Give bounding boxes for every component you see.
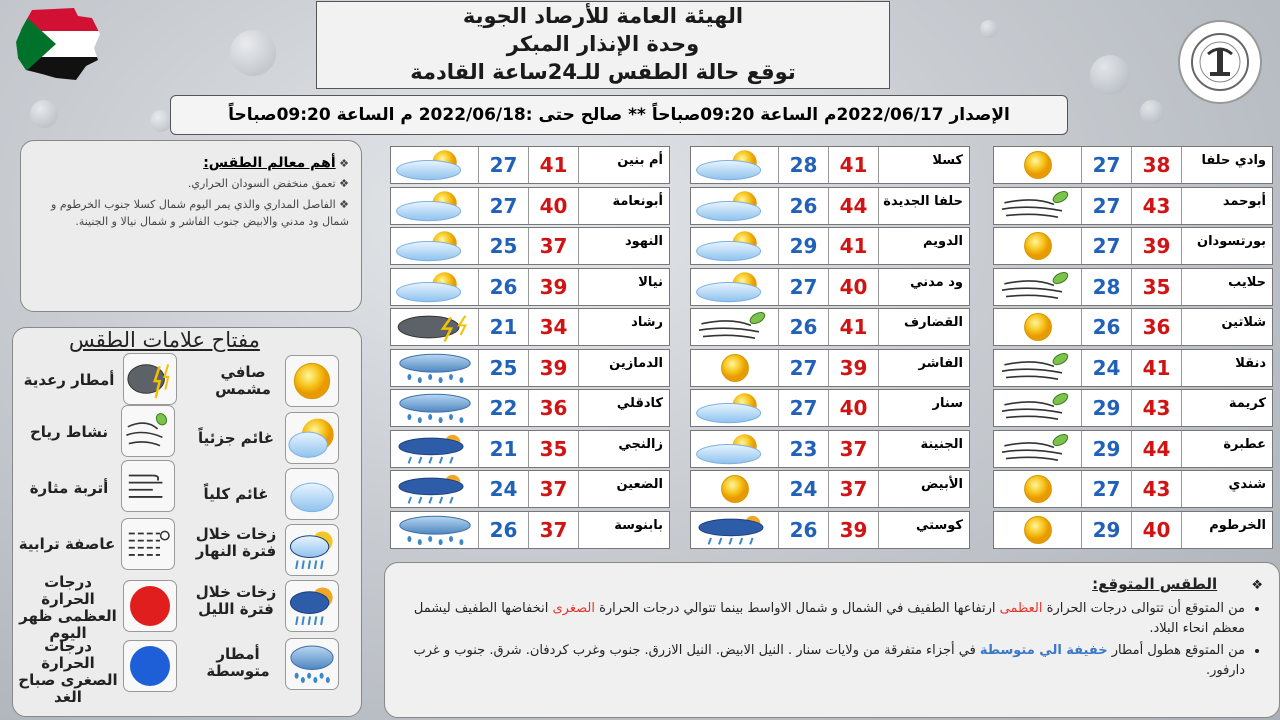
legend-label-nightshowers: زخات خلال فترة الليل (195, 583, 277, 618)
sunny-icon (994, 471, 1082, 507)
min-temp-value: 27 (779, 350, 829, 386)
wind-icon (121, 405, 175, 457)
legend-label-thunder: أمطار رعدية (23, 371, 115, 389)
min-temp-value: 22 (479, 390, 529, 426)
station-row (690, 470, 970, 508)
station-row (993, 430, 1273, 468)
station-row (390, 268, 670, 306)
station-name: دنقلا (1235, 355, 1266, 371)
max-temp-value: 41 (1132, 350, 1182, 386)
wind-icon (691, 309, 779, 345)
wind-icon (994, 188, 1082, 224)
forecast-item (401, 599, 1245, 639)
forecast-highlight-max: العظمى (999, 601, 1043, 616)
station-name: حلفا الجديدة (883, 193, 963, 209)
station-row (390, 430, 670, 468)
partly-icon (691, 431, 779, 467)
min-temp-value: 24 (779, 471, 829, 507)
partly-cloudy-icon (285, 412, 339, 464)
station-row (690, 227, 970, 265)
legend-label-rain: أمطار متوسطة (206, 645, 270, 680)
min-temp-value: 21 (479, 309, 529, 345)
station-name: سنار (932, 396, 963, 411)
max-temp-value: 36 (1132, 309, 1182, 345)
station-name: كريمة (1228, 396, 1266, 411)
rain-icon (391, 512, 479, 548)
features-title: أهم معالم الطقس: (203, 155, 336, 171)
station-name: بورتسودان (1197, 234, 1266, 249)
partly-icon (391, 188, 479, 224)
rain-icon (391, 350, 479, 386)
min-temp-value: 26 (779, 512, 829, 548)
max-temp-value: 38 (1132, 147, 1182, 183)
max-temp-value: 37 (829, 431, 879, 467)
station-row (390, 187, 670, 225)
wind-icon (994, 350, 1082, 386)
station-name: شلاتين (1221, 315, 1266, 330)
wind-icon (994, 431, 1082, 467)
station-name: الضعين (616, 477, 663, 492)
max-temp-value: 35 (1132, 269, 1182, 305)
legend-label-storm: عاصفة ترابية (18, 535, 116, 553)
feature-item: الفاصل المداري والذي يمر اليوم شمال كسلا جنوب الخرطوم و شمال ود مدني والابيض جنوب الفاشر و شمال نيالا و الجنينة. (51, 198, 349, 228)
station-row (690, 268, 970, 306)
min-temp-value: 21 (479, 431, 529, 467)
min-temp-value: 26 (779, 309, 829, 345)
station-name: الدمازين (609, 355, 663, 371)
min-temp-value: 26 (1082, 309, 1132, 345)
max-temp-value: 37 (529, 228, 579, 264)
max-temp-value: 37 (529, 471, 579, 507)
forecast-highlight-min: الصغرى (552, 601, 595, 616)
nightshowers-icon (691, 512, 779, 548)
station-name: الخرطوم (1209, 517, 1266, 533)
station-row (390, 389, 670, 427)
max-temp-value: 35 (529, 431, 579, 467)
max-temp-value: 34 (529, 309, 579, 345)
min-temp-value: 27 (1082, 188, 1132, 224)
forecast-title: الطقس المتوقع: (1092, 575, 1218, 593)
meteorological-authority-logo (1178, 20, 1262, 104)
station-name: وادي حلفا (1201, 153, 1266, 168)
max-temp-value: 36 (529, 390, 579, 426)
station-row (690, 308, 970, 346)
max-temp-value: 43 (1132, 188, 1182, 224)
partly-icon (691, 188, 779, 224)
station-name: أم بنين (617, 153, 663, 168)
header-line-1: الهيئة العامة للأرصاد الجوية (462, 4, 744, 28)
min-temp-icon (123, 640, 177, 692)
dust-storm-icon (121, 518, 175, 570)
max-temp-value: 37 (529, 512, 579, 548)
day-showers-icon (285, 524, 339, 576)
partly-icon (691, 147, 779, 183)
min-temp-value: 28 (779, 147, 829, 183)
cloudy-icon (285, 468, 339, 520)
legend-label-cloudy: غائم كلياً (203, 485, 269, 503)
station-row (690, 146, 970, 184)
min-temp-value: 29 (1082, 390, 1132, 426)
station-row (993, 187, 1273, 225)
station-name: الدويم (922, 234, 963, 249)
station-name: أبوحمد (1222, 193, 1266, 209)
feature-item: تعمق منخفض السودان الحراري. (187, 177, 336, 190)
forecast-text: في أجزاء متفرقة من ولايات سنار . النيل الابيض. النيل الازرق. جنوب وغرب كردفان. شرق. جنوب و غرب دارفور. (413, 643, 1245, 678)
station-row (993, 349, 1273, 387)
legend-label-wind: نشاط رياح (29, 423, 109, 441)
forecast-text: من المتوقع هطول أمطار (1111, 643, 1245, 658)
forecast-text: ارتفاعها الطفيف في الشمال و شمال الاواسط بينما تتوالي درجات الحرارة (599, 601, 996, 616)
max-temp-value: 44 (829, 188, 879, 224)
station-row (390, 227, 670, 265)
min-temp-value: 24 (1082, 350, 1132, 386)
station-row (690, 187, 970, 225)
station-name: الجنينة (920, 436, 963, 452)
min-temp-value: 27 (479, 147, 529, 183)
header-line-3: توقع حالة الطقس للـ24ساعة القادمة (410, 60, 796, 84)
thunder-icon (123, 353, 177, 405)
min-temp-value: 27 (779, 390, 829, 426)
min-temp-value: 25 (479, 350, 529, 386)
water-drop-decoration (980, 20, 998, 38)
legend-label-mintemp: درجات الحرارة الصغرى صباح الغد (18, 637, 118, 706)
station-row (993, 146, 1273, 184)
station-name: بابنوسة (614, 517, 663, 533)
station-row (993, 470, 1273, 508)
station-name: حلايب (1228, 274, 1266, 290)
legend-title: مفتاح علامات الطقس (69, 328, 260, 352)
partly-icon (391, 269, 479, 305)
header-title-box (316, 1, 890, 89)
max-temp-value: 39 (829, 350, 879, 386)
station-row (993, 389, 1273, 427)
min-temp-value: 23 (779, 431, 829, 467)
station-name: كادقلي (616, 396, 663, 411)
station-row (690, 511, 970, 549)
min-temp-value: 27 (779, 269, 829, 305)
station-name: ود مدني (910, 274, 963, 290)
min-temp-value: 27 (479, 188, 529, 224)
legend-label-partly: غائم جزئياً (197, 429, 275, 447)
nightshowers-icon (391, 431, 479, 467)
min-temp-value: 25 (479, 228, 529, 264)
station-name: نيالا (638, 274, 663, 290)
max-temp-value: 41 (829, 309, 879, 345)
max-temp-icon (123, 580, 177, 632)
partly-icon (691, 228, 779, 264)
sunny-icon (994, 512, 1082, 548)
max-temp-value: 39 (1132, 228, 1182, 264)
station-row (993, 308, 1273, 346)
station-row (390, 470, 670, 508)
max-temp-value: 41 (829, 228, 879, 264)
dust-icon (121, 460, 175, 512)
sunny-icon (285, 355, 339, 407)
sunny-icon (691, 350, 779, 386)
station-row (993, 511, 1273, 549)
partly-icon (691, 269, 779, 305)
max-temp-value: 41 (829, 147, 879, 183)
station-row (690, 430, 970, 468)
expected-weather-box: ❖ الطقس المتوقع: • من المتوقع أن تتوالى درجات الحرارة العظمى ارتفاعها الطفيف في الشمال و شمال الاواسط بينما تتوالي درجات الحرارة الصغرى انخفاضها الطفيف ليشمل معظم انحاء البلاد. • من المتوقع هطول أمطار خفيفة الي متوسطة في أجزاء متفرقة من ولايات سنار . النيل الابيض. النيل الازرق. جنوب وغرب كردفان. شرق. جنوب و غرب دارفور. (384, 562, 1280, 718)
max-temp-value: 39 (529, 269, 579, 305)
water-drop-decoration (30, 100, 58, 128)
sunny-icon (994, 228, 1082, 264)
max-temp-value: 40 (829, 390, 879, 426)
water-drop-decoration (1090, 55, 1130, 95)
min-temp-value: 29 (1082, 431, 1132, 467)
max-temp-value: 39 (529, 350, 579, 386)
min-temp-value: 26 (779, 188, 829, 224)
sunny-icon (994, 147, 1082, 183)
min-temp-value: 26 (479, 512, 529, 548)
water-drop-decoration (230, 30, 276, 76)
station-row (390, 146, 670, 184)
min-temp-value: 28 (1082, 269, 1132, 305)
station-name: أبونعامة (612, 193, 663, 209)
station-name: زالنجي (618, 436, 663, 452)
station-name: الأبيض (920, 477, 963, 492)
min-temp-value: 27 (1082, 471, 1132, 507)
station-name: النهود (624, 234, 663, 249)
sudan-flag-icon (12, 4, 102, 84)
max-temp-value: 39 (829, 512, 879, 548)
station-name: الفاشر (918, 355, 963, 371)
max-temp-value: 40 (829, 269, 879, 305)
partly-icon (391, 147, 479, 183)
weather-features-box: ❖ أهم معالم الطقس: ❖ تعمق منخفض السودان الحراري. ❖ الفاصل المداري والذي يمر اليوم شمال كسلا جنوب الخرطوم و شمال ود مدني والابيض جنوب الفاشر و شمال نيالا و الجنينة. (20, 140, 362, 312)
forecast-highlight-rain: خفيفة الي متوسطة (979, 643, 1108, 658)
header-line-2: وحدة الإنذار المبكر (506, 32, 700, 56)
legend-label-maxtemp: درجات الحرارة العظمى ظهر اليوم (19, 573, 117, 642)
station-name: شندي (1228, 477, 1266, 492)
max-temp-value: 43 (1132, 390, 1182, 426)
min-temp-value: 29 (1082, 512, 1132, 548)
station-row (390, 511, 670, 549)
min-temp-value: 29 (779, 228, 829, 264)
station-name: عطبرة (1223, 436, 1266, 452)
station-row (390, 308, 670, 346)
forecast-text: انخفاضها الطفيف ليشمل معظم انحاء البلاد. (413, 601, 1245, 636)
station-row (993, 227, 1273, 265)
wind-icon (994, 390, 1082, 426)
sunny-icon (691, 471, 779, 507)
station-name: كوستي (916, 517, 963, 533)
legend-label-dayshowers: زخات خلال فترة النهار (195, 525, 277, 560)
max-temp-value: 37 (829, 471, 879, 507)
legend-label-dust: أتربة مثارة (29, 479, 109, 497)
forecast-item (401, 641, 1245, 681)
water-drop-decoration (150, 110, 172, 132)
max-temp-value: 41 (529, 147, 579, 183)
sunny-icon (994, 309, 1082, 345)
station-row (993, 268, 1273, 306)
max-temp-value: 44 (1132, 431, 1182, 467)
rain-icon (391, 390, 479, 426)
nightshowers-icon (391, 471, 479, 507)
max-temp-value: 43 (1132, 471, 1182, 507)
max-temp-value: 40 (1132, 512, 1182, 548)
min-temp-value: 24 (479, 471, 529, 507)
min-temp-value: 27 (1082, 147, 1132, 183)
moderate-rain-icon (285, 638, 339, 690)
partly-icon (691, 390, 779, 426)
station-name: رشاد (631, 315, 663, 330)
min-temp-value: 26 (479, 269, 529, 305)
min-temp-value: 27 (1082, 228, 1132, 264)
legend-label-sunny: صافي مشمس (215, 363, 271, 398)
station-row (390, 349, 670, 387)
night-showers-icon (285, 580, 339, 632)
max-temp-value: 40 (529, 188, 579, 224)
wind-icon (994, 269, 1082, 305)
forecast-text: من المتوقع أن تتوالى درجات الحرارة (1046, 601, 1245, 616)
station-name: القضارف (904, 315, 963, 330)
station-name: كسلا (932, 153, 963, 168)
station-row (690, 349, 970, 387)
partly-icon (391, 228, 479, 264)
station-row (690, 389, 970, 427)
weather-legend-box (12, 327, 362, 717)
water-drop-decoration (1140, 100, 1164, 124)
thunder-icon (391, 309, 479, 345)
issue-validity-bar: الإصدار 2022/06/17م الساعة 09:20صباحاً ** صالح حتى :2022/06/18 م الساعة 09:20صباحاً (170, 95, 1068, 135)
